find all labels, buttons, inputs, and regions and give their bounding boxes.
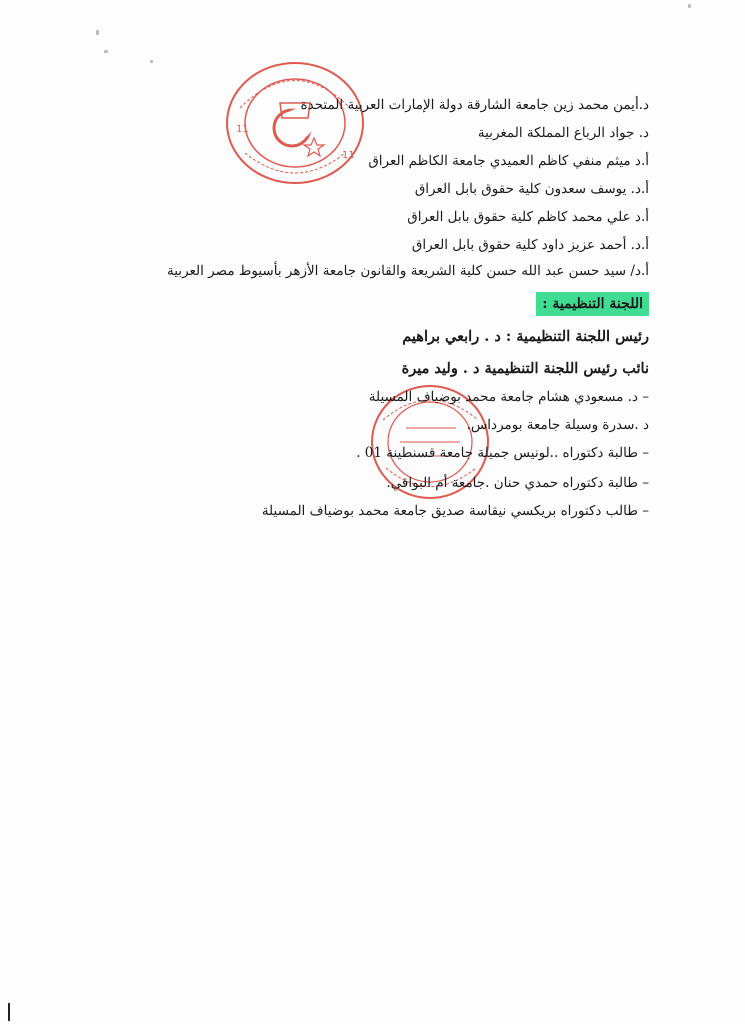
member-line: أ.د. أحمد عزيز داود كلية حقوق بابل العراق: [411, 237, 649, 253]
organizer-line: – طالبة دكتوراه ..لونيس جميلة جامعة قسنطينة 01 .: [356, 445, 649, 461]
organizer-line: د .سدرة وسيلة جامعة بومرداس.: [466, 417, 649, 433]
organizer-line: – طالبة دكتوراه حمدي حنان .جامعة أم البواقي.: [386, 475, 649, 491]
committee-president: رئيس اللجنة التنظيمية : د . رابعي براهيم: [402, 328, 649, 345]
organizer-line: – طالب دكتوراه بريكسي نيقاسة صديق جامعة محمد بوضياف المسيلة: [261, 503, 649, 519]
scan-speck: [96, 30, 99, 35]
organizer-line: – د. مسعودي هشام جامعة محمد بوضياف المسيلة: [368, 389, 649, 405]
member-line: د. جواد الرباع المملكة المغربية: [477, 125, 649, 141]
official-seal-stamp: [220, 58, 370, 188]
edge-mark: [8, 1003, 10, 1021]
member-line: أ.د/ سيد حسن عبد الله حسن كلية الشريعة والقانون جامعة الأزهر بأسيوط مصر العربية: [167, 263, 649, 279]
scan-speck: [104, 50, 108, 53]
scan-speck: [150, 60, 153, 63]
member-line: أ.د علي محمد كاظم كلية حقوق بابل العراق: [407, 209, 649, 225]
committee-vice-president: نائب رئيس اللجنة التنظيمية د . وليد ميرة: [401, 360, 649, 377]
scan-speck: [688, 4, 691, 8]
member-line: أ.د ميثم منفي كاظم العميدي جامعة الكاظم العراق: [368, 153, 649, 169]
svg-text:11: 11: [342, 150, 355, 161]
member-line: د.أيمن محمد زين جامعة الشارقة دولة الإمارات العربية المتحدة: [300, 97, 649, 113]
organizing-committee-heading: اللجنة التنظيمية :: [536, 292, 649, 316]
member-line: أ.د. يوسف سعدون كلية حقوق بابل العراق: [414, 181, 649, 197]
svg-text:11: 11: [236, 124, 249, 135]
